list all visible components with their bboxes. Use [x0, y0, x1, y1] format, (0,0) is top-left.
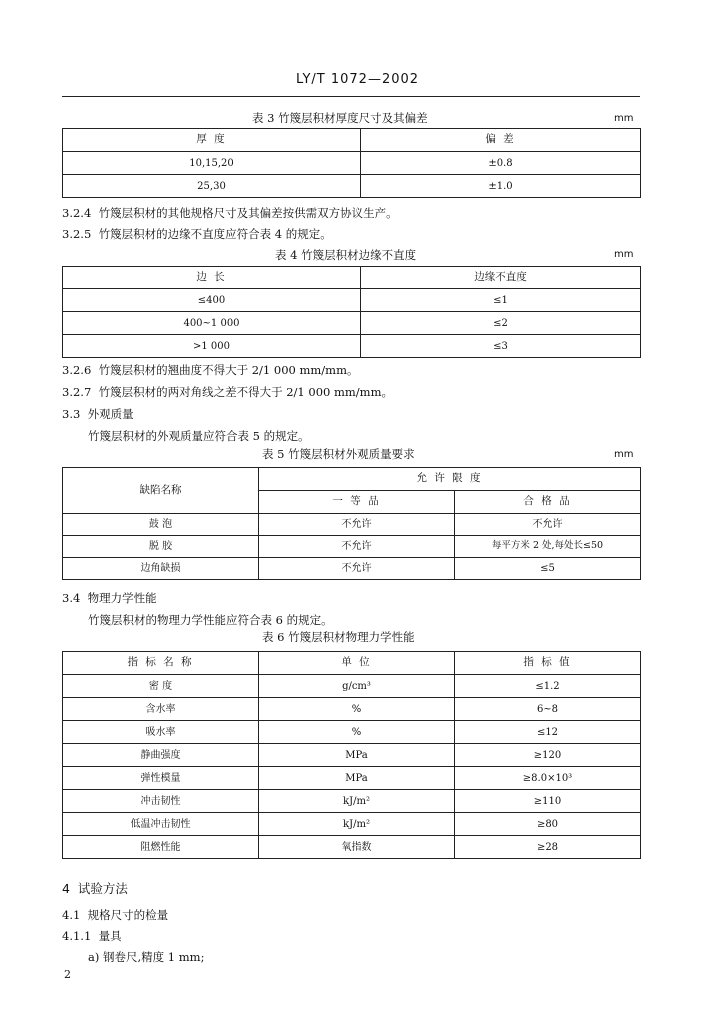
section-number: 4.1.1 — [62, 929, 92, 943]
table-cell: 6~8 — [455, 698, 641, 721]
section-number: 4 — [62, 881, 70, 896]
table-row — [63, 744, 641, 767]
clause-number: 3.2.5 — [62, 227, 92, 241]
clause-number: 3.2.6 — [62, 363, 92, 377]
section-4-1-heading — [62, 907, 168, 923]
section-title: 物理力学性能 — [87, 591, 157, 605]
section-3-4-heading — [62, 590, 157, 606]
table3-header-deviation: 偏 差 — [361, 129, 641, 152]
table-header-row — [63, 267, 641, 289]
table4-header-edge-length: 边 长 — [63, 267, 361, 289]
clause-number: 3.2.7 — [62, 385, 92, 399]
table-row — [63, 836, 641, 859]
table6-header-value: 指 标 值 — [455, 652, 641, 675]
table-row — [63, 813, 641, 836]
section-title: 外观质量 — [87, 407, 134, 421]
table-cell: 不允许 — [259, 536, 455, 558]
table-cell: ≤12 — [455, 721, 641, 744]
table-header-row — [63, 468, 641, 491]
table-cell: ≥110 — [455, 790, 641, 813]
table4-caption: 表 4 竹篾层积材边缘不直度 — [275, 248, 417, 262]
table-row — [63, 558, 641, 580]
clause-number: 3.2.4 — [62, 206, 92, 220]
table-cell: 阻燃性能 — [63, 836, 259, 859]
table-cell: % — [259, 721, 455, 744]
table-cell: % — [259, 698, 455, 721]
table-row — [63, 312, 641, 335]
section-3-3-body: 竹篾层积材的外观质量应符合表 5 的规定。 — [88, 429, 310, 443]
section-title: 量具 — [98, 929, 122, 943]
table4-header-straightness: 边缘不直度 — [361, 267, 641, 289]
table-cell: ≤5 — [455, 558, 641, 580]
clause-3-2-5 — [62, 226, 332, 242]
table-row — [63, 675, 641, 698]
page-number: 2 — [64, 968, 71, 981]
clause-3-2-4 — [62, 205, 398, 221]
table-row — [63, 721, 641, 744]
running-header: LY/T 1072—2002 — [295, 72, 420, 87]
table6 — [62, 651, 641, 859]
table3-header-thickness: 厚 度 — [63, 129, 361, 152]
section-title: 规格尺寸的检量 — [87, 908, 169, 922]
table-cell: ≤1 — [361, 289, 641, 312]
table-cell: 含水率 — [63, 698, 259, 721]
table-row — [63, 335, 641, 358]
table-cell: 不允许 — [455, 514, 641, 536]
header-rule — [62, 96, 640, 97]
table-row — [63, 767, 641, 790]
table-cell: 不允许 — [259, 558, 455, 580]
table-cell: 每平方米 2 处,每处长≤50 — [455, 536, 641, 558]
table-cell: g/cm³ — [259, 675, 455, 698]
section-number: 3.4 — [62, 591, 81, 605]
table5-header-allowance: 允 许 限 度 — [259, 468, 641, 491]
table4 — [62, 266, 641, 358]
table-cell: ≥28 — [455, 836, 641, 859]
table-row — [63, 175, 641, 198]
clause-3-2-6 — [62, 362, 359, 378]
clause-text: 竹篾层积材的边缘不直度应符合表 4 的规定。 — [98, 227, 332, 241]
table-row — [63, 698, 641, 721]
clause-text: 竹篾层积材的其他规格尺寸及其偏差按供需双方协议生产。 — [98, 206, 398, 220]
table-cell: MPa — [259, 767, 455, 790]
table6-header-indicator: 指 标 名 称 — [63, 652, 259, 675]
table-cell: 密 度 — [63, 675, 259, 698]
table-cell: 25,30 — [63, 175, 361, 198]
table-cell: 10,15,20 — [63, 152, 361, 175]
table-cell: 低温冲击韧性 — [63, 813, 259, 836]
section-number: 3.3 — [62, 407, 81, 421]
table-cell: 400~1 000 — [63, 312, 361, 335]
table-cell: 不允许 — [259, 514, 455, 536]
table-cell: ≥8.0×10³ — [455, 767, 641, 790]
table-row — [63, 152, 641, 175]
table3-caption: 表 3 竹篾层积材厚度尺寸及其偏差 — [252, 111, 428, 125]
table5-header-defect: 缺陷名称 — [63, 468, 259, 514]
table-header-row — [63, 652, 641, 675]
section-4-heading — [62, 879, 128, 897]
table-cell: 脱 胶 — [63, 536, 259, 558]
table5-header-grade1: 一 等 品 — [259, 491, 455, 514]
section-3-3-heading — [62, 406, 134, 422]
table-row — [63, 514, 641, 536]
table3-unit: mm — [614, 113, 634, 124]
table-cell: MPa — [259, 744, 455, 767]
table5-caption: 表 5 竹篾层积材外观质量要求 — [262, 447, 415, 461]
table-cell: ≤400 — [63, 289, 361, 312]
section-3-4-body: 竹篾层积材的物理力学性能应符合表 6 的规定。 — [88, 613, 333, 627]
clause-3-2-7 — [62, 384, 393, 400]
section-4-1-1-heading — [62, 928, 122, 944]
table-cell: 弹性模量 — [63, 767, 259, 790]
table6-caption: 表 6 竹篾层积材物理力学性能 — [262, 630, 415, 644]
table-cell: ≤1.2 — [455, 675, 641, 698]
clause-text: 竹篾层积材的两对角线之差不得大于 2/1 000 mm/mm。 — [98, 385, 393, 399]
table5 — [62, 467, 641, 580]
table-header-row — [63, 129, 641, 152]
table5-unit: mm — [614, 449, 634, 460]
table-cell: 冲击韧性 — [63, 790, 259, 813]
table-cell: 吸水率 — [63, 721, 259, 744]
table4-unit: mm — [614, 249, 634, 260]
table-cell: ≥80 — [455, 813, 641, 836]
section-title: 试验方法 — [77, 881, 128, 896]
table-cell: >1 000 — [63, 335, 361, 358]
clause-text: 竹篾层积材的翘曲度不得大于 2/1 000 mm/mm。 — [98, 363, 359, 377]
table-cell: kJ/m² — [259, 813, 455, 836]
table-cell: ≤3 — [361, 335, 641, 358]
table5-header-grade2: 合 格 品 — [455, 491, 641, 514]
table-cell: 鼓 泡 — [63, 514, 259, 536]
table-cell: 边角缺损 — [63, 558, 259, 580]
table-cell: ±1.0 — [361, 175, 641, 198]
table-row — [63, 790, 641, 813]
list-item-a: a) 钢卷尺,精度 1 mm; — [88, 950, 205, 964]
table3 — [62, 128, 641, 198]
section-number: 4.1 — [62, 908, 81, 922]
table-cell: ≥120 — [455, 744, 641, 767]
table6-header-unit: 单 位 — [259, 652, 455, 675]
table-row — [63, 536, 641, 558]
table-cell: ≤2 — [361, 312, 641, 335]
table-row — [63, 289, 641, 312]
table-cell: kJ/m² — [259, 790, 455, 813]
table-cell: 静曲强度 — [63, 744, 259, 767]
table-cell: 氧指数 — [259, 836, 455, 859]
table-cell: ±0.8 — [361, 152, 641, 175]
